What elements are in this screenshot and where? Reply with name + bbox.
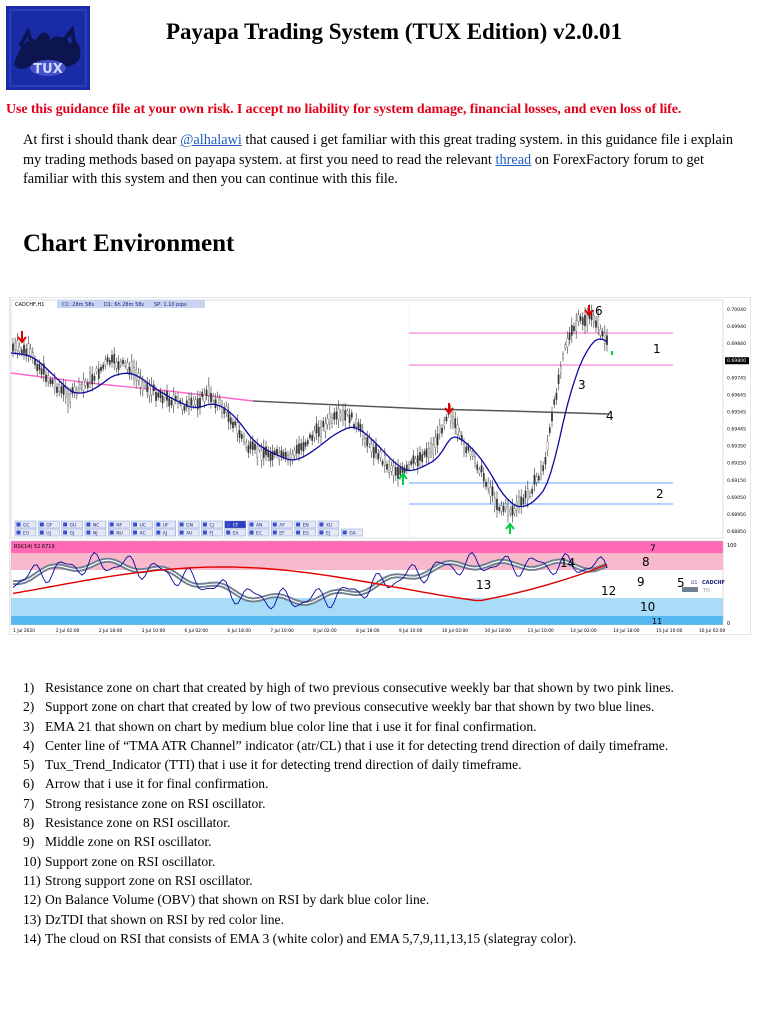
info-d1: D1: 6h 28m 58s bbox=[104, 302, 145, 308]
symbol-label: CADCHF,H1 bbox=[15, 302, 45, 308]
list-number: 12) bbox=[23, 892, 42, 908]
list-item bbox=[23, 834, 758, 853]
time-tick: 6 Jul 18:00 bbox=[227, 629, 251, 634]
list-text: EMA 21 that shown on chart by medium blue color line that i use it for final confirmation. bbox=[45, 718, 537, 734]
list-text: Strong resistance zone on RSI oscillator. bbox=[45, 795, 266, 811]
info-cc: CC: 28m 58s bbox=[62, 302, 95, 308]
info-bar bbox=[15, 300, 205, 308]
callout-14: 14 bbox=[560, 556, 576, 570]
time-tick: 9 Jul 10:00 bbox=[398, 629, 423, 634]
list-item bbox=[23, 912, 758, 931]
list-text: Support zone on chart that created by low of two previous consecutive weekly bar that shown by two blue lines. bbox=[45, 699, 655, 715]
list-item bbox=[23, 757, 758, 776]
pair-label: AJ bbox=[162, 531, 168, 537]
callout-4: 4 bbox=[606, 409, 614, 423]
pair-label: CF bbox=[232, 523, 239, 529]
green-dot bbox=[611, 351, 613, 355]
thread-link[interactable]: thread bbox=[495, 151, 532, 168]
callout-1: 1 bbox=[653, 342, 661, 356]
list-text: Strong support zone on RSI oscillator. bbox=[45, 872, 253, 888]
list-text: Support zone on RSI oscillator. bbox=[45, 853, 216, 869]
price-tick: 0.69150 bbox=[727, 478, 746, 484]
intro-text-1: At first i should thank dear bbox=[23, 132, 181, 148]
pair-label: GN bbox=[186, 523, 193, 529]
list-item bbox=[23, 796, 758, 815]
list-number: 8) bbox=[23, 815, 35, 831]
price-tick: 0.69050 bbox=[727, 495, 746, 501]
rsi-label: RSI(14) 52.6719 bbox=[14, 544, 55, 550]
callout-11: 11 bbox=[652, 617, 663, 626]
callout-12: 12 bbox=[601, 584, 617, 598]
list-item bbox=[23, 892, 758, 911]
price-tick: 0.70040 bbox=[727, 308, 746, 313]
list-text: Resistance zone on RSI oscillator. bbox=[45, 815, 231, 831]
list-text: The cloud on RSI that consists of EMA 3 (white color) and EMA 5,7,9,11,13,15 (slategray color). bbox=[45, 930, 577, 946]
time-tick: 1 Jul 2020 bbox=[13, 629, 36, 634]
rsi-scale-bottom: 0 bbox=[727, 621, 731, 627]
pair-label: NJ bbox=[92, 531, 98, 537]
list-item bbox=[23, 873, 758, 892]
pair-label: EN bbox=[302, 523, 309, 529]
price-tick: 0.68950 bbox=[727, 512, 746, 518]
pair-label: AF bbox=[279, 523, 285, 529]
list-number: 10) bbox=[23, 853, 42, 869]
list-number: 14) bbox=[23, 930, 42, 946]
time-tick: 10 Jul 18:00 bbox=[484, 629, 511, 634]
logo-text: TUX bbox=[33, 62, 63, 77]
price-tick: 0.69250 bbox=[727, 461, 746, 467]
intro-paragraph bbox=[23, 131, 748, 190]
pair-label: EJ bbox=[325, 531, 331, 537]
pair-label: AC bbox=[139, 531, 146, 537]
pair-label: AU bbox=[186, 531, 193, 537]
pair-label: EG bbox=[302, 531, 309, 537]
time-tick: 8 Jul 02:00 bbox=[313, 629, 337, 634]
price-panel bbox=[11, 300, 723, 538]
list-number: 3) bbox=[23, 718, 35, 734]
time-tick: 16 Jul 02:00 bbox=[699, 629, 726, 634]
pair-label: NF bbox=[116, 523, 123, 529]
pair-label: UC bbox=[139, 523, 146, 529]
list-item bbox=[23, 719, 758, 738]
pair-label: EF bbox=[279, 531, 285, 537]
list-text: Resistance zone on chart that created by high of two previous consecutive weekly bar that shown by two pink lines. bbox=[45, 680, 674, 695]
pair-label: GC bbox=[23, 523, 30, 529]
warning-text: Use this guidance file at your own risk. I accept no liability for system damage, financial losses, and even loss of life. bbox=[6, 102, 682, 117]
pair-label: NC bbox=[92, 523, 100, 529]
list-text: Arrow that i use it for final confirmation. bbox=[45, 776, 269, 792]
price-tick: 0.69800 bbox=[727, 359, 746, 365]
alhalawi-link[interactable]: @alhalawi bbox=[180, 132, 242, 148]
rsi-strong-resistance-zone bbox=[11, 541, 723, 553]
list-number: 4) bbox=[23, 737, 35, 753]
rsi-support-zone bbox=[11, 598, 723, 616]
time-tick: 2 Jul 02:00 bbox=[55, 629, 80, 634]
pair-label: XU bbox=[325, 523, 333, 529]
price-tick: 0.69445 bbox=[727, 427, 746, 433]
callout-10: 10 bbox=[640, 600, 656, 614]
trading-chart bbox=[9, 297, 751, 635]
pair-label: GA bbox=[349, 531, 356, 537]
notes-list bbox=[23, 680, 758, 950]
callout-7: 7 bbox=[650, 544, 656, 554]
time-tick: 8 Jul 18:00 bbox=[356, 629, 380, 634]
list-number: 6) bbox=[23, 776, 35, 792]
page-title: Payapa Trading System (TUX Edition) v2.0.01 bbox=[165, 19, 622, 44]
time-tick: 6 Jul 02:00 bbox=[184, 629, 209, 634]
list-number: 5) bbox=[23, 757, 35, 773]
price-tick: 0.68850 bbox=[727, 530, 746, 535]
callout-2: 2 bbox=[656, 487, 664, 501]
callout-9: 9 bbox=[637, 575, 645, 589]
time-tick: 3 Jul 10:00 bbox=[141, 629, 166, 634]
pair-label: EA bbox=[232, 531, 239, 537]
rsi-panel bbox=[11, 541, 737, 627]
time-tick: 2 Jul 18:00 bbox=[98, 629, 123, 634]
list-text: Tux_Trend_Indicator (TTI) that i use it for detecting trend direction of daily timeframe. bbox=[45, 757, 522, 773]
price-tick: 0.69745 bbox=[727, 376, 746, 382]
list-text: Middle zone on RSI oscillator. bbox=[45, 834, 212, 850]
pair-label: CJ bbox=[209, 523, 214, 529]
intro-text-2: that caused i get familiar with this great trading system. in this guidance file i explain my trading methods based on payapa system. at first you need to read the relevant bbox=[23, 132, 733, 168]
time-axis bbox=[11, 625, 726, 634]
list-item bbox=[23, 738, 758, 757]
callout-13: 13 bbox=[476, 578, 492, 592]
pair-label: GU bbox=[69, 523, 77, 529]
chart-screenshot bbox=[9, 297, 751, 635]
pair-label: GF bbox=[46, 523, 53, 529]
info-sp: SP: 1.10 pips bbox=[154, 302, 187, 308]
list-item bbox=[23, 776, 758, 795]
pair-label: EU bbox=[23, 531, 30, 537]
list-number: 7) bbox=[23, 795, 35, 811]
list-text: On Balance Volume (OBV) that shown on RSI by dark blue color line. bbox=[45, 892, 430, 908]
list-text: DzTDI that shown on RSI by red color line. bbox=[45, 911, 284, 927]
price-tick: 0.69840 bbox=[727, 342, 746, 348]
price-tick: 0.69545 bbox=[727, 410, 746, 416]
tti-symbol: CADCHF bbox=[702, 580, 725, 586]
time-tick: 15 Jul 10:00 bbox=[656, 629, 683, 634]
callout-8: 8 bbox=[642, 555, 650, 569]
time-tick: 14 Jul 18:00 bbox=[613, 629, 640, 634]
price-tick: 0.69645 bbox=[727, 393, 746, 399]
time-tick: 7 Jul 10:00 bbox=[270, 629, 294, 634]
list-number: 9) bbox=[23, 834, 35, 850]
pair-label: AN bbox=[256, 523, 263, 529]
price-tick: 0.69940 bbox=[727, 325, 746, 331]
list-item bbox=[23, 680, 758, 699]
time-tick: 13 Jul 10:00 bbox=[527, 629, 554, 634]
pair-label: UJ bbox=[46, 531, 51, 537]
list-number: 1) bbox=[23, 680, 35, 695]
list-item bbox=[23, 699, 758, 718]
pair-label: UF bbox=[162, 523, 169, 529]
callout-5: 5 bbox=[677, 576, 685, 590]
pair-label: GJ bbox=[69, 531, 75, 537]
rsi-scale-top: 100 bbox=[727, 543, 737, 549]
time-tick: 14 Jul 02:00 bbox=[570, 629, 597, 634]
list-item bbox=[23, 854, 758, 873]
callout-3: 3 bbox=[578, 378, 586, 392]
list-item bbox=[23, 815, 758, 834]
tti-legend: TTI bbox=[703, 589, 710, 594]
intro-text-3: on ForexFactory forum to get familiar with this system and then you can continue with this file. bbox=[23, 151, 704, 187]
price-tick: 0.69350 bbox=[727, 444, 746, 450]
list-number: 11) bbox=[23, 872, 41, 888]
list-number: 2) bbox=[23, 699, 35, 715]
list-number: 13) bbox=[23, 911, 42, 927]
tti-timeframe: D1 bbox=[691, 581, 698, 586]
list-text: Center line of “TMA ATR Channel” indicator (atr/CL) that i use it for detecting trend direction of daily timeframe. bbox=[45, 737, 669, 753]
section-heading: Chart Environment bbox=[23, 230, 235, 257]
list-item bbox=[23, 931, 758, 950]
callout-6: 6 bbox=[595, 304, 603, 318]
pair-label: FJ bbox=[209, 531, 214, 537]
rsi-strong-support-zone bbox=[11, 616, 723, 625]
pair-label: NU bbox=[116, 531, 123, 537]
pair-label: EC bbox=[256, 531, 262, 537]
time-tick: 10 Jul 02:00 bbox=[441, 629, 469, 634]
